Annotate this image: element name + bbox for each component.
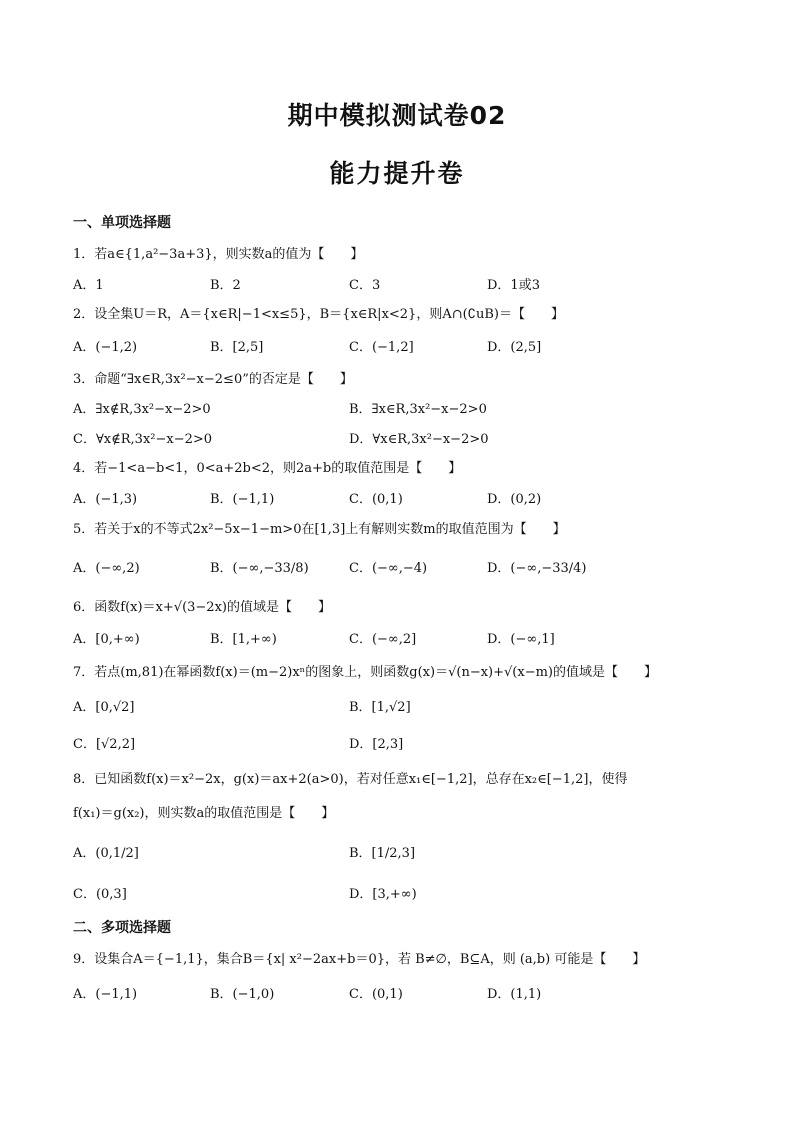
option-a: A．(−1,3) <box>73 492 138 507</box>
question-6-stem: 6．函数f(x)＝x+√(3−2x)的值域是【 】 <box>73 600 331 615</box>
option-b: B．(−1,0) <box>210 987 275 1002</box>
option-a: A．(0,1/2] <box>73 846 139 861</box>
option-b: B．(−1,1) <box>210 492 275 507</box>
question-3-stem: 3．命题“∃x∈R,3x²−x−2≤0”的否定是【 】 <box>73 372 353 387</box>
page-subtitle: 能力提升卷 <box>329 159 465 188</box>
question-8-stem-continued: f(x₁)＝g(x₂)，则实数a的取值范围是【 】 <box>73 806 335 821</box>
option-d: D．(0,2) <box>487 492 542 507</box>
option-d: D．(1,1) <box>487 987 542 1002</box>
option-b: B．[1,+∞) <box>210 632 277 647</box>
question-1-stem: 1．若a∈{1,a²−3a+3}，则实数a的值为【 】 <box>73 247 364 262</box>
option-c: C．(0,1) <box>349 492 403 507</box>
question-5-stem: 5．若关于x的不等式2x²−5x−1−m>0在[1,3]上有解则实数m的取值范围为【 】 <box>73 522 566 537</box>
question-9-stem: 9．设集合A＝{−1,1}，集合B＝{x| x²−2ax+b＝0}，若 B≠∅，B⊆A，则 (a,b) 可能是【 】 <box>73 952 646 967</box>
option-c: C．3 <box>349 278 381 293</box>
option-a: A．(−1,2) <box>73 340 138 355</box>
section-heading-multiple-choice: 二、多项选择题 <box>73 920 171 936</box>
option-b: B．[2,5] <box>210 340 264 355</box>
option-d: D．[3,+∞) <box>349 887 417 902</box>
option-a: A．[0,+∞) <box>73 632 140 647</box>
option-d: D．(−∞,1] <box>487 632 555 647</box>
option-b: B．[1,√2] <box>349 700 411 715</box>
option-c: C．(−∞,−4) <box>349 561 428 576</box>
option-b: B．2 <box>210 278 241 293</box>
option-c: C．(−∞,2] <box>349 632 417 647</box>
question-4-stem: 4．若−1<a−b<1，0<a+2b<2，则2a+b的取值范围是【 】 <box>73 461 462 476</box>
option-a: A．(−∞,2) <box>73 561 140 576</box>
option-c: C．(0,1) <box>349 987 403 1002</box>
option-b: B．∃x∈R,3x²−x−2>0 <box>349 402 487 417</box>
option-b: B．(−∞,−33/8) <box>210 561 309 576</box>
option-d: D．1或3 <box>487 278 540 293</box>
option-c: C．[√2,2] <box>73 737 136 752</box>
option-c: C．(0,3] <box>73 887 127 902</box>
option-b: B．[1/2,3] <box>349 846 416 861</box>
question-7-stem: 7．若点(m,81)在幂函数f(x)＝(m−2)xⁿ的图象上，则函数g(x)＝√(n−x)+√(x−m)的值域是【 】 <box>73 665 657 680</box>
question-2-stem: 2．设全集U＝R，A＝{x∈R|−1<x≤5}，B＝{x∈R|x<2}，则A∩(∁uB)＝【 】 <box>73 307 564 322</box>
option-a: A．[0,√2] <box>73 700 135 715</box>
option-c: C．(−1,2] <box>349 340 414 355</box>
option-c: C．∀x∉R,3x²−x−2>0 <box>73 432 213 447</box>
option-d: D．(2,5] <box>487 340 542 355</box>
option-a: A．(−1,1) <box>73 987 138 1002</box>
page-title: 期中模拟测试卷02 <box>287 101 507 130</box>
option-a: A．1 <box>73 278 104 293</box>
option-d: D．(−∞,−33/4) <box>487 561 587 576</box>
option-d: D．[2,3] <box>349 737 404 752</box>
question-8-stem: 8．已知函数f(x)＝x²−2x，g(x)＝ax+2(a>0)，若对任意x₁∈[−1,2]，总存在x₂∈[−1,2]，使得 <box>73 772 628 787</box>
option-a: A．∃x∉R,3x²−x−2>0 <box>73 402 211 417</box>
section-heading-single-choice: 一、单项选择题 <box>73 215 171 231</box>
option-d: D．∀x∈R,3x²−x−2>0 <box>349 432 489 447</box>
